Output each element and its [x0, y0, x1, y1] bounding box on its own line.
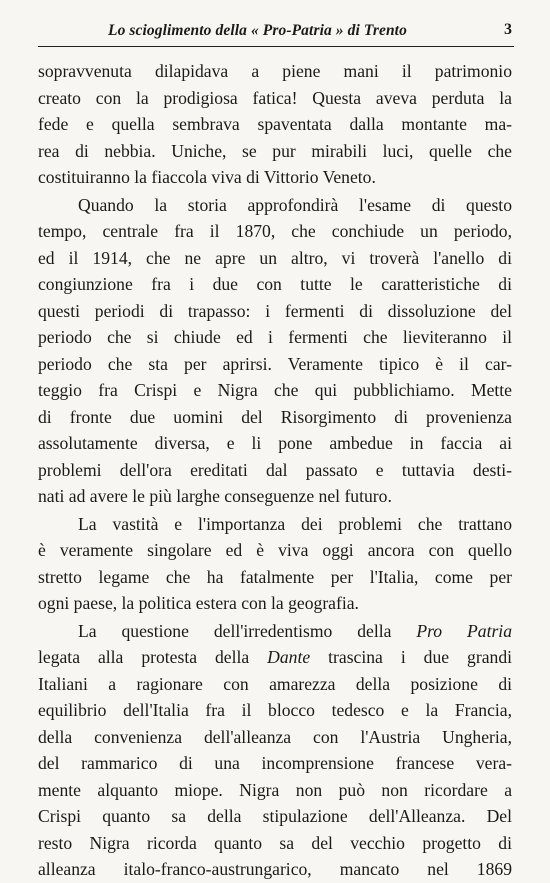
text-line: ogni paese, la politica estera con la geografia.	[38, 593, 359, 613]
text-line: sopravvenuta dilapidava a piene mani il patrimonio	[38, 61, 512, 81]
page-number: 3	[504, 21, 512, 38]
running-header	[38, 20, 514, 47]
paragraph-4	[38, 618, 512, 883]
text-line: problemi dell'ora ereditati dal passato e tuttavia desti-	[38, 459, 512, 480]
text-line: tempo, centrale fra il 1870, che conchiude un periodo,	[38, 221, 512, 241]
text-line: equilibrio dell'Italia fra il blocco tedesco e la Francia,	[38, 700, 512, 720]
text-line: del rammarico di una incomprensione francese vera-	[38, 753, 512, 773]
text-line: Crispi quanto sa della stipulazione dell'Alleanza. Del	[38, 806, 512, 826]
text-line: rea di nebbia. Uniche, se pur mirabili luci, quelle che	[38, 140, 512, 161]
text-line: assolutamente diversa, e li pone ambedue in faccia ai	[38, 433, 512, 453]
text-line: legata alla protesta della Dante trascina i due grandi	[38, 647, 512, 667]
paragraph-1	[38, 58, 512, 191]
text-line: fede e quella sembrava spaventata dalla montante ma-	[38, 114, 512, 134]
text-line: periodo che sta per aprirsi. Veramente tipico è il car-	[38, 353, 512, 374]
text-line: La vastità e l'importanza dei problemi che trattano	[78, 513, 512, 534]
text-line: periodo che si chiude ed i fermenti che lieviteranno il	[38, 327, 512, 347]
text-line: Italiani a ragionare con amarezza della posizione di	[38, 673, 512, 694]
text-line: ed il 1914, che ne apre un altro, vi troverà l'anello di	[38, 247, 512, 268]
text-line: La questione dell'irredentismo della Pro Patria	[78, 620, 512, 641]
text-line: nati ad avere le più larghe conseguenze nel futuro.	[38, 486, 392, 506]
text-line: di fronte due uomini del Risorgimento di provenienza	[38, 406, 512, 427]
body-text	[38, 58, 512, 883]
text-line: questi periodi di trapasso: i fermenti di dissoluzione del	[38, 300, 512, 321]
text-line: mente alquanto miope. Nigra non può non ricordare a	[38, 779, 512, 800]
text-line: resto Nigra ricorda quanto sa del vecchio progetto di	[38, 832, 512, 853]
text-line: teggio fra Crispi e Nigra che qui pubblichiamo. Mette	[38, 380, 512, 400]
running-title: Lo scioglimento della « Pro-Patria » di Trento	[108, 22, 407, 39]
text-line: creato con la prodigiosa fatica! Questa aveva perduta la	[38, 87, 512, 108]
text-line: stretto legame che ha fatalmente per l'Italia, come per	[38, 566, 512, 587]
text-line: della convenienza dell'alleanza con l'Austria Ungheria,	[38, 726, 512, 747]
paragraph-2	[38, 192, 512, 510]
text-line: è veramente singolare ed è viva oggi ancora con quello	[38, 540, 512, 560]
text-line: congiunzione fra i due con tutte le caratteristiche di	[38, 274, 512, 294]
text-line: alleanza italo-franco-austrungarico, mancato nel 1869	[38, 859, 512, 879]
text-line: Quando la storia approfondirà l'esame di questo	[78, 194, 512, 215]
paragraph-3	[38, 511, 512, 617]
text-line: costituiranno la fiaccola viva di Vittorio Veneto.	[38, 167, 376, 187]
